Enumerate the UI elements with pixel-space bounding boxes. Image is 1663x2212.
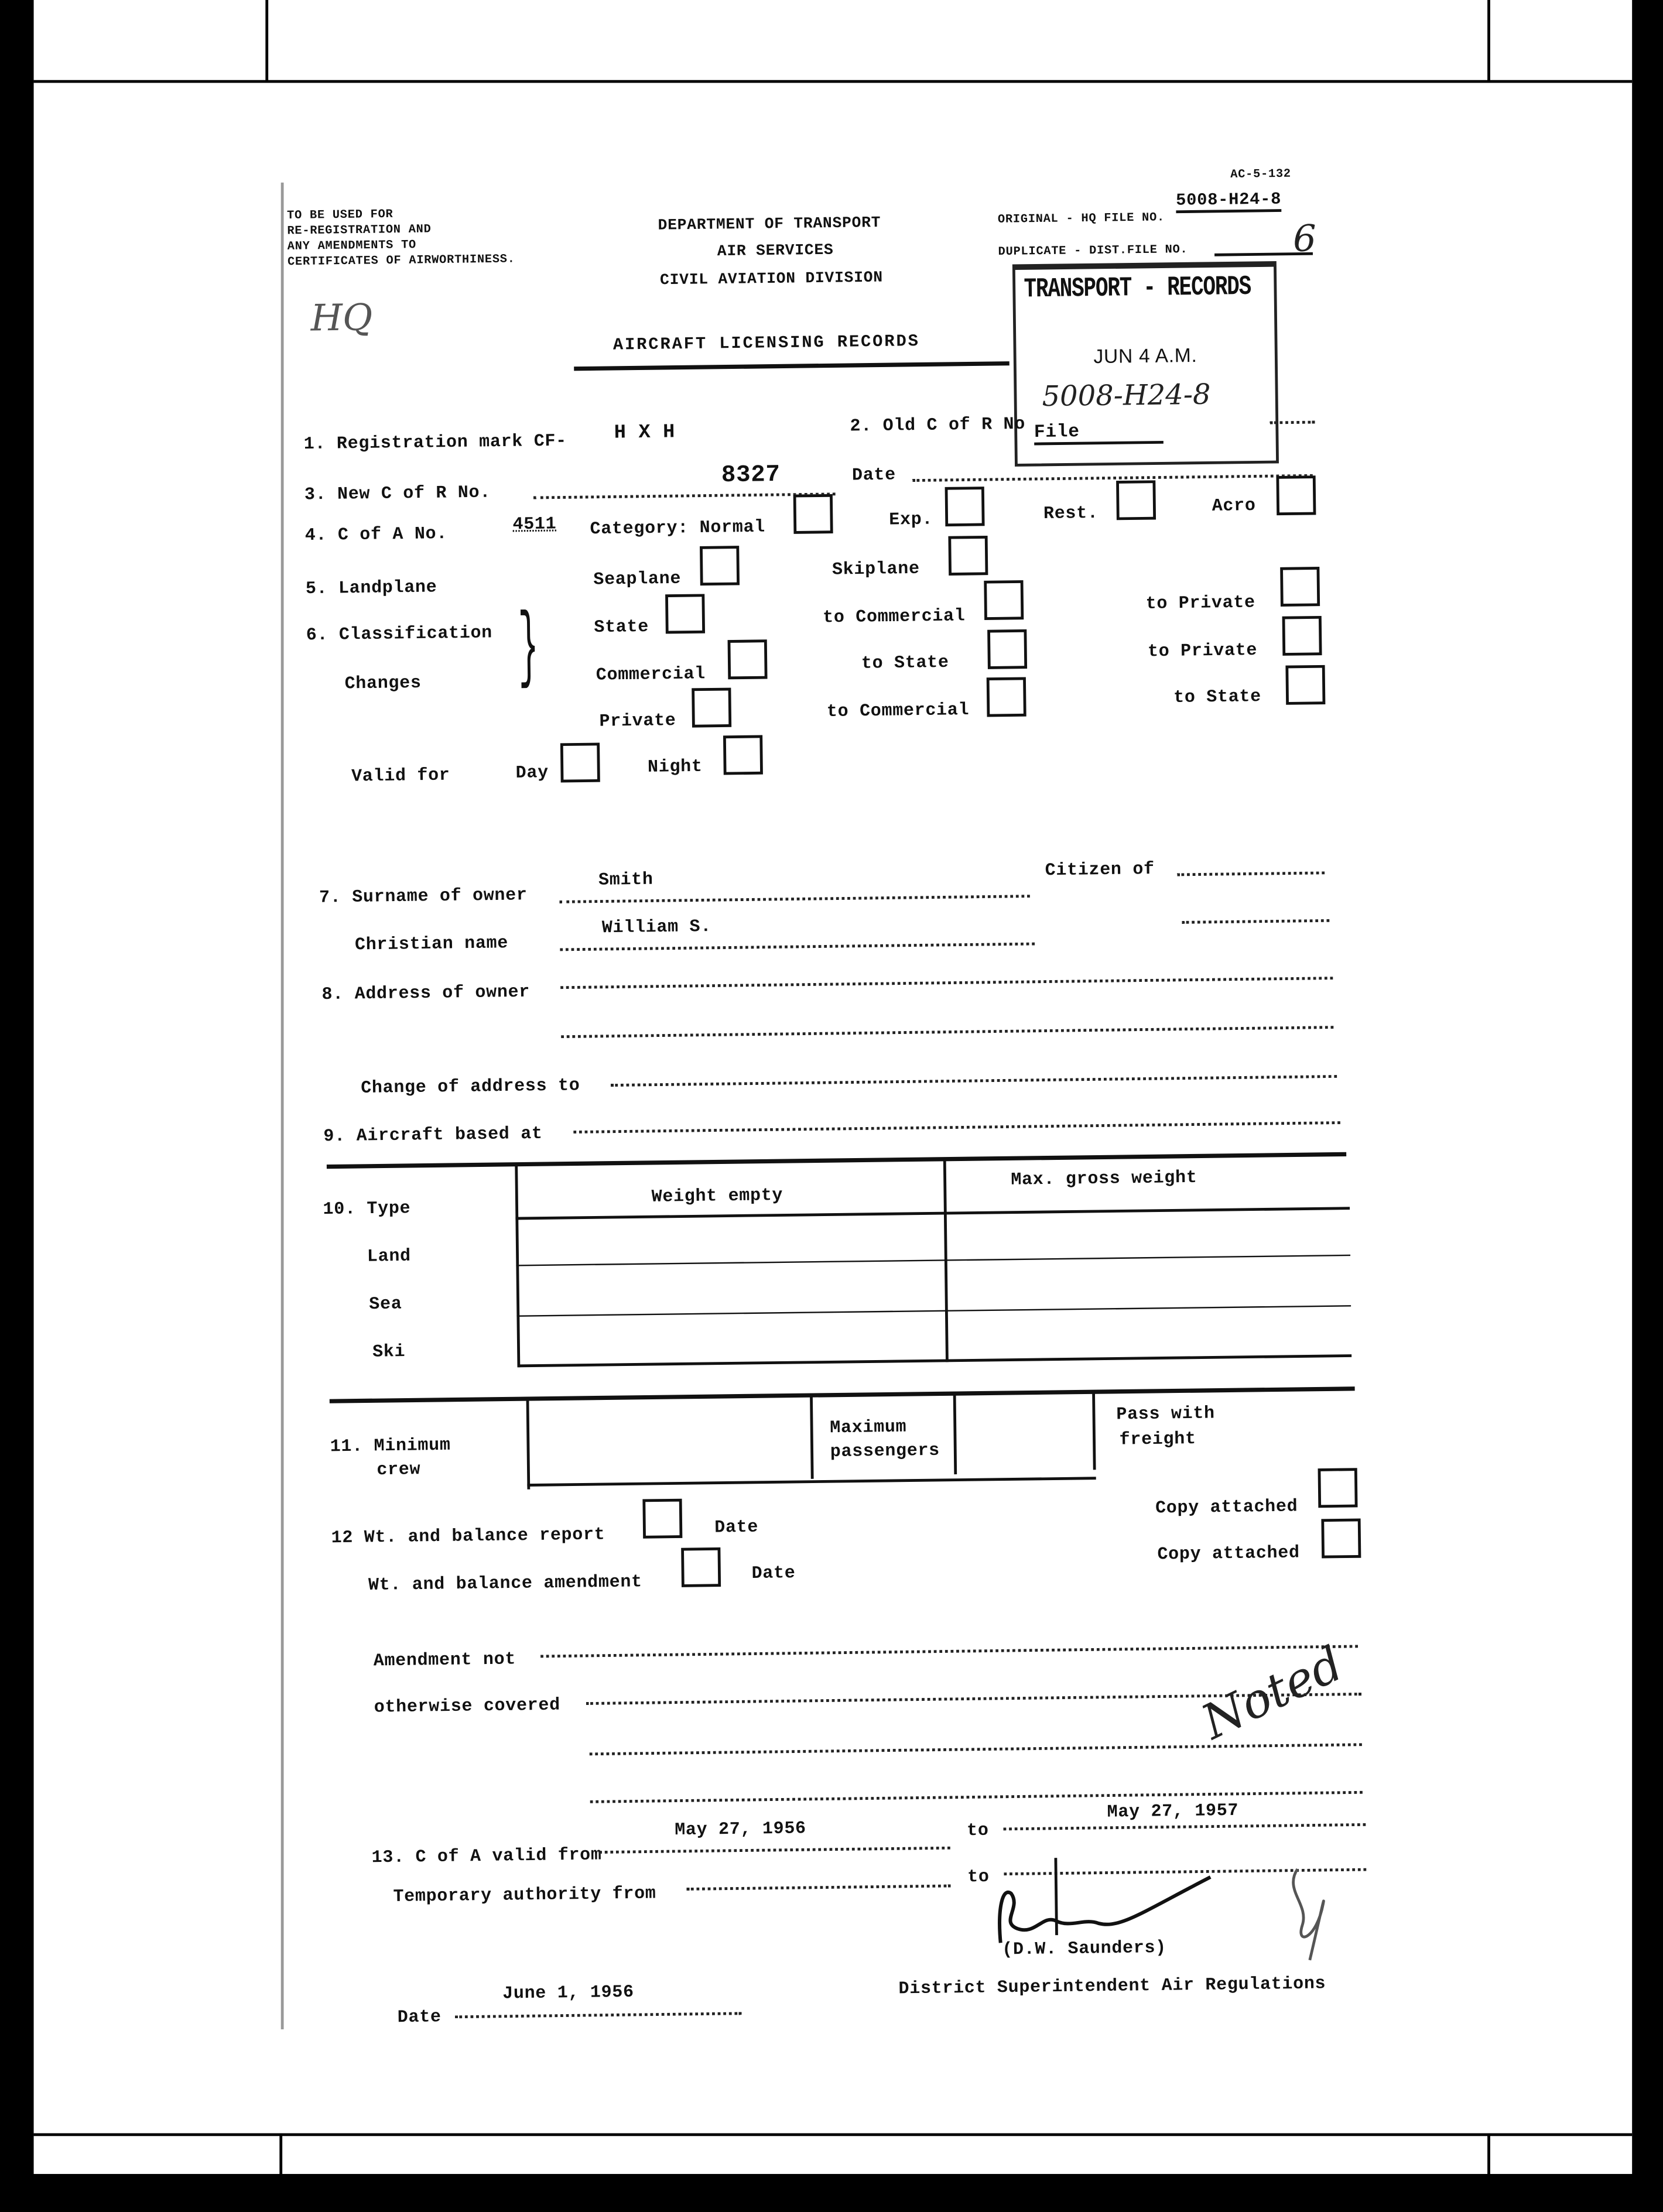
valid-for-label: Valid for [351,765,450,787]
wb-amendment-label: Wt. and balance amendment [368,1572,642,1595]
class-to-private-2-checkbox[interactable] [1282,616,1322,656]
dotted-line [533,492,836,499]
valid-from-value: May 27, 1956 [675,1819,807,1840]
received-stamp [1012,261,1279,467]
max-gross-header: Max. gross weight [1011,1167,1197,1190]
dotted-line [561,1026,1333,1038]
usage-note-4: CERTIFICATES OF AIRWORTHINESS. [287,252,515,269]
classification-label: 6. Classification [306,623,493,645]
table-rule [526,1398,531,1489]
dotted-line [1182,919,1329,924]
table-rule [516,1255,1350,1266]
dotted-line [559,895,1030,903]
dist-file-number: 6 [1292,218,1317,261]
dotted-line [560,977,1333,989]
type-header: 10. Type [323,1199,411,1220]
exp-checkbox[interactable] [945,487,985,526]
row-ski: Ski [372,1342,406,1362]
day-checkbox[interactable] [560,743,600,783]
row-sea: Sea [369,1294,402,1314]
cofa-label: 4. C of A No. [304,524,448,546]
dotted-line [590,1743,1362,1755]
class-commercial-checkbox[interactable] [728,639,768,679]
class-private-label: Private [599,711,676,732]
rest-checkbox[interactable] [1116,480,1156,520]
hq-file-number: 5008-H24-8 [1176,190,1281,214]
surname-label: 7. Surname of owner [319,885,528,908]
christian-name-value: William S. [601,917,712,938]
class-to-commercial-2-checkbox[interactable] [987,677,1026,717]
class-state-checkbox[interactable] [665,594,705,634]
noted-handwriting: Noted [1193,1636,1352,1752]
wb-report-label: 12 Wt. and balance report [331,1525,605,1548]
dotted-line [560,943,1035,951]
table-rule [517,1354,1351,1367]
dotted-line [590,1791,1363,1803]
dept-heading: DEPARTMENT OF TRANSPORT [658,215,881,235]
dotted-line [1177,871,1325,876]
division-heading: CIVIL AVIATION DIVISION [659,270,884,290]
form-title: AIRCRAFT LICENSING RECORDS [612,331,921,355]
handwritten-initials: HQ [310,297,373,341]
class-private-checkbox[interactable] [692,688,731,728]
stamp-file-handwritten: 5008-H24-8 [1042,377,1211,413]
signatory-title: District Superintendent Air Regulations [898,1974,1326,1999]
class-to-commercial-2-label: to Commercial [826,700,970,722]
row-land: Land [367,1246,412,1267]
cofa-valid-label: 13. C of A valid from [371,1845,602,1868]
cofa-value: 4511 [512,514,557,535]
seaplane-label: Seaplane [593,569,682,590]
table-rule [516,1305,1351,1317]
exp-label: Exp. [889,509,933,530]
class-to-commercial-label: to Commercial [823,606,966,628]
temp-authority-label: Temporary authority from [393,1884,656,1907]
stamp-date: JUN 4 A.M. [1093,343,1197,368]
changes-label: Changes [344,673,422,694]
usage-note-1: TO BE USED FOR [286,207,393,223]
dotted-line [455,2012,741,2018]
based-at-label: 9. Aircraft based at [323,1124,543,1146]
old-cofr-label: 2. Old C of R No [850,414,1026,437]
citizen-label: Citizen of [1045,860,1155,881]
title-underline [574,361,1010,371]
max-pass-label-2: passengers [830,1440,940,1462]
category-label: Category: Normal [590,517,766,539]
usage-note-3: ANY AMENDMENTS TO [287,238,417,254]
dotted-line [1004,1823,1366,1830]
dotted-line [599,1847,950,1854]
signed-date-label: Date [397,2007,442,2028]
wb-report-date-label: Date [714,1517,759,1538]
skiplane-checkbox[interactable] [948,536,988,576]
class-to-private-label: to Private [1145,593,1255,614]
class-to-state-checkbox[interactable] [987,629,1027,669]
dist-file-label: DUPLICATE - DIST.FILE NO. [998,242,1188,259]
surname-value: Smith [598,869,653,891]
wb-amendment-checkbox[interactable] [681,1547,721,1587]
table-rule [1092,1391,1096,1470]
class-to-state-2-checkbox[interactable] [1285,665,1325,705]
copy-attached-label-2: Copy attached [1157,1543,1300,1565]
table-rule [330,1386,1355,1403]
class-to-private-2-label: to Private [1147,641,1258,662]
min-crew-label-1: 11. Minimum [330,1435,451,1457]
table-rule [810,1395,814,1479]
date-label: Date [851,465,896,486]
hq-file-label: ORIGINAL - HQ FILE NO. [997,210,1165,227]
temp-to-label: to [967,1867,990,1888]
copy-attached-label-1: Copy attached [1155,1497,1298,1519]
class-commercial-label: Commercial [596,664,706,686]
usage-note-2: RE-REGISTRATION AND [287,222,432,238]
class-to-private-checkbox[interactable] [1280,567,1320,607]
signed-date-value: June 1, 1956 [502,1982,634,2004]
normal-checkbox[interactable] [793,494,833,534]
dotted-line [912,474,1313,482]
address-label: 8. Address of owner [321,982,531,1005]
change-address-label: Change of address to [361,1076,580,1098]
night-label: Night [647,756,703,778]
class-to-state-label: to State [861,652,949,674]
pass-freight-label-2: freight [1119,1429,1196,1450]
otherwise-covered-label: otherwise covered [374,1695,561,1718]
christian-name-label: Christian name [354,933,509,956]
new-cofr-label: 3. New C of R No. [304,482,491,505]
class-state-label: State [594,617,649,638]
night-checkbox[interactable] [723,735,763,775]
dotted-line [1270,421,1315,424]
dotted-line [687,1885,951,1891]
seaplane-checkbox[interactable] [700,546,740,585]
weight-empty-header: Weight empty [651,1186,783,1207]
class-to-commercial-checkbox[interactable] [984,580,1024,620]
dotted-line [540,1645,1358,1658]
wb-report-checkbox[interactable] [642,1499,682,1539]
day-label: Day [515,763,549,783]
class-to-state-2-label: to State [1173,687,1262,708]
valid-to-label: to [967,1820,989,1841]
acro-label: Acro [1212,496,1256,516]
pass-freight-label-1: Pass with [1116,1403,1216,1425]
max-pass-label-1: Maximum [830,1417,907,1438]
form-code: AC-5-132 [1230,166,1292,182]
rest-label: Rest. [1043,503,1099,524]
registration-value: H X H [614,422,676,445]
brace: } [518,601,539,698]
copy-attached-checkbox-2[interactable] [1321,1519,1361,1559]
signatory-name: (D.W. Saunders) [1002,1938,1167,1960]
skiplane-label: Skiplane [832,559,920,580]
valid-to-value: May 27, 1957 [1107,1800,1239,1823]
stamp-file-label: File [1034,420,1164,445]
min-crew-label-2: crew [377,1460,421,1480]
saunders-signature [986,1848,1240,1950]
wb-amendment-date-label: Date [751,1563,796,1584]
initials-signature [1281,1861,1352,1967]
dotted-line [611,1075,1337,1087]
table-rule [327,1152,1346,1169]
new-cofr-value: 8327 [721,462,781,490]
service-heading: AIR SERVICES [717,242,834,261]
dotted-line [573,1121,1340,1134]
copy-attached-checkbox-1[interactable] [1318,1468,1358,1508]
amendment-not-label: Amendment not [373,1649,516,1672]
registration-label: 1. Registration mark CF- [303,431,567,454]
table-rule [515,1207,1350,1220]
acro-checkbox[interactable] [1276,475,1316,515]
stamp-title: TRANSPORT - RECORDS [1024,272,1251,306]
table-rule [953,1393,957,1474]
landplane-label: 5. Landplane [305,577,437,599]
